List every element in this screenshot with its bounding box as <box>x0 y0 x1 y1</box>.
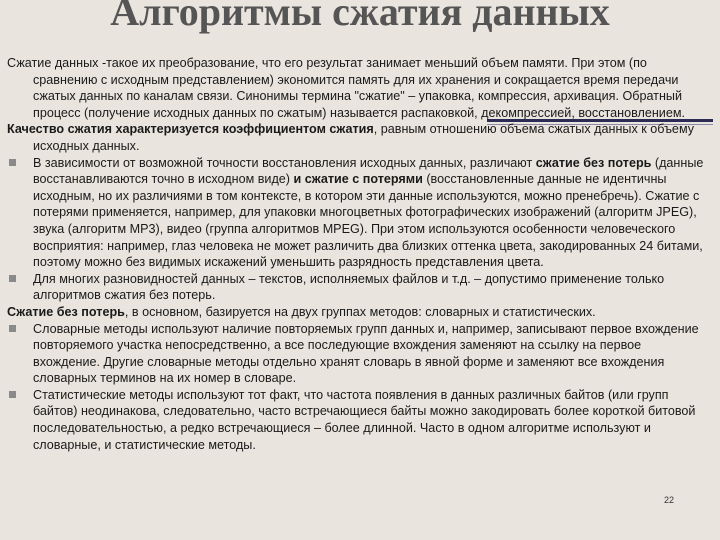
quality-paragraph <box>7 121 707 154</box>
lossless-bold: Сжатие без потерь <box>7 304 125 319</box>
lossless-paragraph <box>7 304 707 321</box>
bullet1-text-c: (данные восстанавливаются точно в исходном виде) <box>33 155 704 187</box>
bullet-square-icon <box>9 391 16 398</box>
bullet4-text: Статистические методы используют тот факт, что частота появления в данных различных байтов (или групп байтов) неодинакова, следовательно, часто встречающиеся байты можно закодировать более короткой битовой последовательностью, а редко встречающиеся – более длинной. Часто в одном алгоритме используют и словарные, и статистические методы. <box>33 387 696 452</box>
bullet-dictionary <box>7 321 707 387</box>
bullet-lossy <box>7 155 707 271</box>
bullet-statistical <box>7 387 707 453</box>
bullet1-bold-d: и сжатие с потерями <box>293 172 423 187</box>
bullet1-bold-b: сжатие без потерь <box>535 155 652 170</box>
bullet1-text-e: (восстановленные данные не идентичны исходным, но их различиями в том контексте, в котором эти данные используются, можно пренебречь). Сжатие с потерями применяется, например, для упаковки многоцветных фотографических изображений (алгоритм JPEG), звука (алгоритм MP3), видео (группа алгоритмов MPEG). При этом используются особенности человеческого восприятия: например, глаз человека не может различить два близких оттенка цвета, закодированных 24 битами, поэтому можно без видимых искажений уменьшить разрядность представления цвета. <box>33 172 703 270</box>
quality-bold: Качество сжатия характеризуется коэффициентом сжатия <box>7 122 374 137</box>
quality-rest: , равным отношению объема сжатых данных к объему исходных данных. <box>33 122 695 153</box>
slide-body <box>7 55 707 453</box>
slide-title: Алгоритмы сжатия данных <box>110 0 610 34</box>
bullet-square-icon <box>9 275 16 282</box>
bullet3-text: Словарные методы используют наличие повторяемых групп данных и, например, записывают первое вхождение повторяемого участка непосредственно, а все последующие вхождения заменяют на ссылку на первое вхождение. Другие словарные методы отдельно хранят словарь в явной форме и заменяют все вхождения словарных терминов на их номер в словаре. <box>33 321 699 386</box>
bullet1-text-a: В зависимости от возможной точности восстановления исходных данных, различают <box>33 155 536 170</box>
page-number: 22 <box>664 495 675 505</box>
bullet-square-icon <box>9 159 16 166</box>
lossless-rest: , в основном, базируется на двух группах методов: словарных и статистических. <box>124 304 596 319</box>
bullet-square-icon <box>9 325 16 332</box>
bullet2-text: Для многих разновидностей данных – текстов, исполняемых файлов и т.д. – допустимо применение только алгоритмов сжатия без потерь. <box>33 271 665 303</box>
intro-paragraph: Сжатие данных -такое их преобразование, что его результат занимает меньший объем памяти. При этом (по сравнению с исходным представлением) экономится память для их хранения и сокращается время передачи сжатых данных по каналам связи. Синонимы термина "сжатие" – упаковка, компрессия, архивация. Обратный процесс (получение исходных данных по сжатым) называется распаковкой, декомпрессией, восстановлением. <box>7 56 685 120</box>
bullet-lossless-only <box>7 271 707 304</box>
